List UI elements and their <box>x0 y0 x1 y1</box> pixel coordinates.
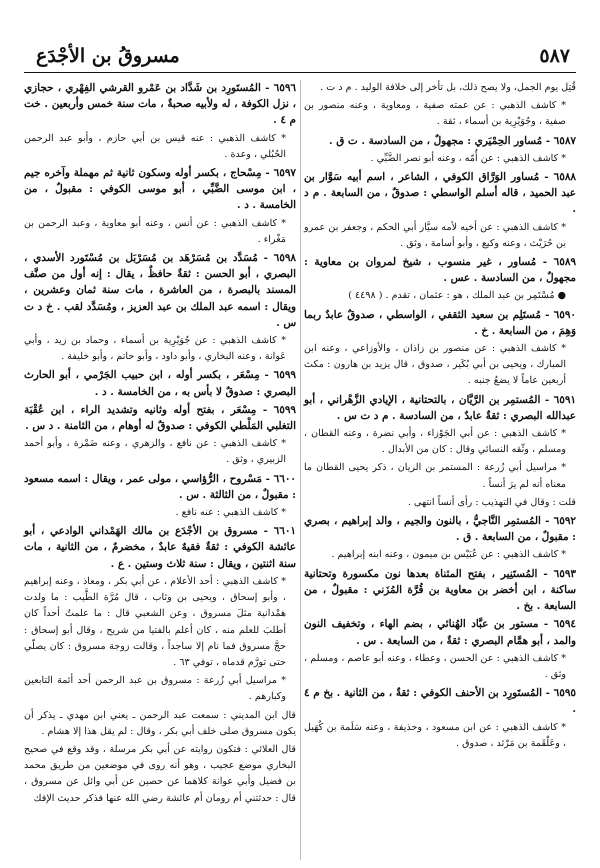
entry-heading: ٦٥٩٨ - مُسَدَّد بن مُسَرْهَد بن مُسَرْبَل بن مُسْتَورد الأسدي ، البصري ، أبو الحسن : ثقةٌ حافظٌ ، يقال : إنه أول من صنَّف المسند بالبصرة ، من العاشرة ، مات سنة ثمان وعشرين ، ويقال : اسمه عبد الملك بن عبد العزيز ، ومُسَدَّد لقب . خ د ت س . <box>24 252 296 329</box>
entry-text: * كاشف الذهبي : عن ابن مسعود ، وحذيفة ، وعنه سَلَمة بن كُهَيل ، وعَلْقَمة بن مَرْثد ، صدوق . <box>304 721 566 749</box>
entry-text: قُتِل يوم الجمل، ولا يصح ذلك، بل تأخر إلى خلافة الوليد . م د ت . <box>320 82 576 93</box>
entry-text: * كاشف الذهبي : عنه نافع . <box>175 507 286 519</box>
entry-heading: ٦٦٠٠ - مَسْروح ، الرُّؤاسي ، مولى عمر ، ويقال : اسمه مسعود : مقبولٌ ، من الثالثة . س . <box>24 472 296 501</box>
entry-text: * كاشف الذهبي : عن عمته صفية ، ومعاوية ، وعنه منصور بن صفية ، وجُوَيْرِية بن أسماء ، ثقة . <box>304 100 566 128</box>
entry-text: قلت : وقال في التهذيب : رأى أنساً انتهى . <box>407 496 576 508</box>
entry-text: * كاشف الذهبي : أحد الأعلام ، عن أبي بكر ، ومعاذ ، وعنه إبراهيم ، وأبو إسحاق ، ويحيى بن وثاب ، قال مُرَّة الطَّيب : ما ولدت همْدانية مثلَ مسروق ، وعن الشعبي قال : ما علمتُ أحداً كان أطلبَ للعلم منه ، كان أعلم بالفتيا من شريح ، وقال أبو إسحاق : حجَّ مسروق فما نام إلا ساجداً ، وقالت زوجة مسروق : كان يصلّي حتى تورَّم قدماه ، توفي ٦٣ . <box>24 575 286 668</box>
entry-text: قال العلائي : فتكون روايته عن أبي بكر مرسلة ، وقد وقع في صحيح البخاري موضع عجيب ، وهو أنه روى في موضعين من طريق محمد بن فضيل وأبي عوانة كلاهما عن حصين عن أبي وائل عن مسروق ، قال : حدثتني أم رومان أم عائشة رضي الله عنها فذكر حديث الإفك <box>24 743 296 804</box>
entry-heading: ٦٥٨٩ - مُساور ، غير منسوب ، شيخ لمروان بن معاوية : مجهولٌ ، من السادسة . عس . <box>304 256 576 285</box>
entry-text: * كاشف الذهبي : عن عُبَيْس بن ميمون ، وعنه ابنه إبراهيم . <box>331 549 566 561</box>
running-title: مسروقُ بن الأجْدَع <box>36 45 180 67</box>
entry-heading: ٦٥٩٥ - المُستَورِد بن الأحنف الكوفي : ثقةٌ ، من الثانية . بخ م ٤ . <box>304 687 576 716</box>
entry-heading: ٦٥٩٩ - مِسْعَر ، بفتح أوله وثانيه وتشديد الراء ، ابن عُقْبَة التغلبي المَلْطي الكوفي : صدوقٌ له أوهام ، من الثامنة . د س . <box>24 403 296 433</box>
page-number: ٥٨٧ <box>539 45 570 67</box>
entry-heading: ٦٥٩٠ - مُستَلِم بن سعيد الثقفي ، الواسطي ، صدوقٌ عابدٌ ربما وَهِمَ ، من السابعة . خ . <box>304 308 576 337</box>
page-header <box>24 42 576 73</box>
entry-heading: ٦٥٩٩ - مِسْعَر ، بكسر أوله ، ابن حبيب الجَرْمي ، أبو الحارث البصري : صدوقٌ لا بأس به ، من الخامسة . د . <box>24 369 296 398</box>
entry-text: * كاشف الذهبي : عنه قيس بن أبي حازم ، وأبو عبد الرحمن الحُبُلي ، وعدة . <box>24 132 286 160</box>
entry-heading: ٦٥٩٧ - مِسْحاج ، بكسر أوله وسكون ثانية ثم مهملة وآخره جيم ، ابن موسى الضَّبِّي ، أبو موسى الكوفي : مقبولٌ ، من الخامسة . د . <box>24 167 296 212</box>
entry-heading: ٦٥٩١ - المُستمِر بن الرَّيَّان ، بالتحتانية ، الإيادي الزَّهْراني ، أبو عبدالله البصري : ثقةٌ عابدٌ ، من السادسة . م د ت س . <box>304 393 576 422</box>
column-divider <box>300 80 301 860</box>
right-column <box>304 80 576 754</box>
entry-heading: ٦٥٨٨ - مُساور الوَرَّاق الكوفي ، الشاعر ، اسم أبيه سَوَّار بن عبد الحميد ، قاله أسلم الواسطي : صدوقٌ ، من السابعة . م د . <box>304 171 576 216</box>
entry-text: * كاشف الذهبي : عن أُمّه ، وعنه أبو نصر الضَّبِّي . <box>370 152 566 164</box>
entry-text: * كاشف الذهبي : عن الحسن ، وعطاء ، وعنه أبو عاصم ، ومسلم ، وثق . <box>304 652 566 680</box>
entry-text: * كاشف الذهبي : عن أنس ، وعنه أبو معاوية ، وعبد الرحمن بن مَغْراء . <box>24 217 286 245</box>
entry-text: * مراسيل أبي زُرعة : المستمر بن الريان ، ذكر يحيى القطان ما معناه أنه لم يرَ أنساً . <box>304 462 566 490</box>
entry-heading: ٦٥٩٦ - المُستَورِد بن شَدَّاد بن عَمْرو القرشي الفِهْري ، حجازي ، نزل الكوفة ، له ولأبيه صحبةٌ ، مات سنة خمس وأربعين . خت م ٤ . <box>24 82 296 127</box>
entry-text: * كاشف الذهبي : عن نافع ، والزهري ، وعنه ضَمْرة ، وأبو أحمد الزبيري ، وثق . <box>24 438 286 466</box>
left-column <box>24 80 296 809</box>
entry-heading: ٦٥٩٤ - مستور بن عبَّاد الهُنائي ، بضم الهاء ، وتخفيف النون والمد ، أبو همَّام البصري : ثقةٌ ، من السابعة . س . <box>304 618 576 647</box>
entry-heading: ٦٦٠١ - مسروق بن الأجْدَع بن مالك الهَمْداني الوادعي ، أبو عائشة الكوفي : ثقةٌ فقيهٌ عابدٌ ، مخضرمٌ ، من الثانية ، مات سنة اثنتين ، ويقال : سنة ثلاث وستين . ع . <box>24 525 296 570</box>
entry-text: * كاشف الذهبي : عن أخيه لأمه سيَّار أبي الحكم ، وجعفر بن عمرو بن حُرَيْث ، وعنه وكيع ، وأبو أسامة ، وثق . <box>304 221 566 249</box>
entry-text: * مراسيل أبي زُرعة : مسروق بن عبد الرحمن أحد أئمة التابعين وكبارهم . <box>24 675 286 703</box>
entry-heading: ٦٥٩٣ - المُستَنِير ، بفتح المثناة بعدها نون مكسورة وتحتانية ساكنة ، ابن أخضر بن معاوية بن قُرَّة المُزَني : مقبولٌ ، من السابعة . بخ . <box>304 567 576 613</box>
entry-text: ● مُسْتَمِر بن عبد الملك ، هو : عثمان ، تقدم . ( ٤٤٩٨ ) <box>348 290 566 302</box>
entry-heading: ٦٥٩٢ - المُستمِر النَّاجيُّ ، بالنون والجيم ، والد إبراهيم ، بصري : مقبولٌ ، من السابعة . ق . <box>304 515 576 544</box>
entry-text: * كاشف الذهبي : عن جُوَيْرِية بن أسماء ، وحماد بن زيد ، وأبي عَوانة ، وعنه البخاري ، وأبو داود ، وأبو حاتم ، وأبو خليفة . <box>24 335 286 363</box>
entry-text: * كاشف الذهبي : عن أبي الجَوْزاء ، وأبي نضرة ، وعنه القطان ، ومسلم ، وثّقه النسائي وقال : كان من الأبدال . <box>304 428 566 456</box>
entry-text: قال ابن المديني : سمعت عبد الرحمن ـ يعني ابن مهدي ـ يذكر أن يكون مسروق صلى خلف أبي بكر ، وقال : لم يقل هذا إلا هشام . <box>24 709 296 737</box>
entry-heading: ٦٥٨٧ - مُساور الحِمْيَري : مجهولٌ ، من السادسة . ت ق . <box>329 134 576 147</box>
entry-text: * كاشف الذهبي : عن منصور بن زاذان ، والأوزاعي ، وعنه ابن المبارك ، ويحيى بن أبي بُكَير ، صدوق ، قال يزيد بن هارون : مكث أربعين عاماً لا يضعُ جنبه . <box>304 343 566 387</box>
